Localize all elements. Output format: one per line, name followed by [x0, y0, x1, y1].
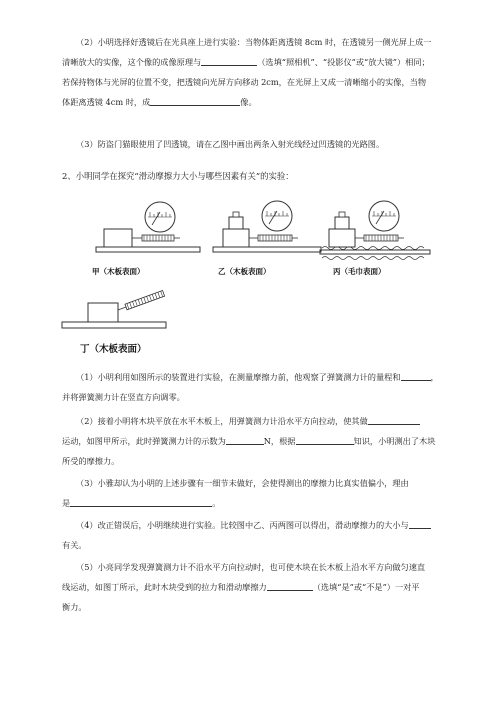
answer-blank-principle[interactable]: [201, 56, 257, 66]
item2-line2: [62, 52, 474, 72]
subquestion-1-line1: [62, 367, 474, 387]
subquestion-4: [62, 515, 474, 555]
subquestion-4-text-a: （4）改正错误后，小明继续进行实验。比较图中乙、丙两图可以得出，滑动摩擦力的大小与: [76, 520, 409, 530]
subquestion-5-line1: （5）小亮同学发现弹簧测力计不沿水平方向拉动时，也可使木块在长木板上沿水平方向做匀速直: [76, 562, 426, 572]
item2-line4-text-b: 像。: [240, 97, 257, 107]
wood-block-bing: [329, 229, 355, 247]
answer-blank-factor[interactable]: [409, 519, 431, 529]
subquestion-5: [62, 557, 474, 617]
question2-stem: 2、小明同学在探究“滑动摩擦力大小与哪些因素有关”的实验：: [62, 171, 294, 181]
answer-blank-motion[interactable]: [368, 415, 420, 425]
caption-jia: 甲（木板表面）: [92, 267, 145, 276]
subquestion-5-text-c: （选填“是”或“不是”）一对平: [312, 582, 420, 592]
subquestion-2-text-d: 知识，小明测出了木块: [353, 436, 436, 446]
wood-block-jia: [104, 229, 132, 247]
item2-line4: [62, 92, 474, 112]
subquestion-2: [62, 411, 474, 471]
wood-block-ding: [88, 303, 118, 322]
subquestion-3: [62, 473, 474, 513]
board-ding: [62, 322, 166, 328]
item2-line4-text-a: 体距离透镜 4cm 时，成: [62, 97, 151, 107]
subquestion-1-line2: 并将弹簧测力计在竖直方向调零。: [62, 392, 185, 402]
subquestion-3-text-b: 是: [62, 498, 71, 508]
weight-yi: [229, 217, 243, 229]
weight-bing: [335, 217, 349, 229]
caption-bing: 丙（毛巾表面）: [333, 267, 386, 276]
board-jia: [96, 247, 200, 252]
subquestion-3-line1: （3）小雅却认为小明的上述步骤有一细节未做好，会使得测出的摩擦力比真实值偏小，理由: [76, 478, 409, 488]
caption-ding: 丁（木板表面）: [80, 344, 147, 355]
subquestion-5-line2: [62, 577, 474, 597]
caption-yi: 乙（木板表面）: [218, 267, 271, 276]
item2-line2-text-b: （选填“照相机”、“投影仪”或“放大镜”）相同；: [257, 57, 430, 67]
answer-blank-division-value[interactable]: [401, 371, 431, 381]
subquestion-2-line1: [62, 411, 474, 431]
subquestion-5-text-b: 线运动，如图丁所示，此时木块受到的拉力和滑动摩擦力: [62, 582, 267, 592]
subquestion-3-line2: [62, 493, 474, 513]
board-bing: [320, 250, 430, 254]
item2-line3: 若保持物体与光屏的位置不变，把透镜向光屏方向移动 2cm，在光屏上又成一清晰缩小的实像，当物: [62, 77, 427, 87]
answer-blank-reading[interactable]: [226, 435, 264, 445]
subquestion-1-text-b: ，: [430, 372, 439, 382]
subquestion-4-line1: [62, 515, 474, 535]
figure-bing: [320, 201, 430, 260]
subquestion-2-text-c: N，根据: [263, 436, 296, 446]
subquestion-2-text-a: （2）接着小明将木块平放在水平木板上，用弹簧测力计沿水平方向拉动，使其做: [76, 416, 368, 426]
answer-blank-knowledge[interactable]: [296, 435, 354, 445]
board-yi: [213, 247, 321, 252]
subquestion-3-text-c: 。: [212, 498, 221, 508]
wood-block-yi: [223, 229, 249, 247]
subquestion-1-text-a: （1）小明利用如图所示的装置进行实验，在测量摩擦力前，他观察了弹簧测力计的量程和: [76, 372, 401, 382]
answer-blank-reason[interactable]: [70, 497, 212, 507]
subquestion-2-line2: [62, 431, 474, 451]
subquestion-2-line3: 所受的摩擦力。: [62, 456, 120, 466]
item2-line2-text-a: 清晰放大的实像，这个像的成像原理与: [62, 57, 202, 67]
item2-line1: （2）小明选择好透镜后在光具座上进行实验：当物体距离透镜 8cm 时，在透镜另一侧光屏上成一: [76, 37, 432, 47]
item3-text: （3）防盗门猫眼使用了凹透镜，请在乙图中画出两条入射光线经过凹透镜的光路图。: [76, 139, 385, 149]
subquestion-4-line2: 有关。: [62, 540, 87, 550]
subquestion-5-line3: 衡力。: [62, 602, 87, 612]
item2-paragraph: [62, 32, 474, 112]
figure-jia: [96, 202, 200, 252]
answer-blank-image-type[interactable]: [150, 96, 240, 106]
answer-blank-balanced[interactable]: [267, 581, 313, 591]
figure-yi: [213, 201, 321, 252]
figure-ding: [62, 291, 166, 328]
subquestion-1: [62, 367, 474, 407]
subquestion-2-text-b: 运动，如图甲所示，此时弹簧测力计的示数为: [62, 436, 226, 446]
